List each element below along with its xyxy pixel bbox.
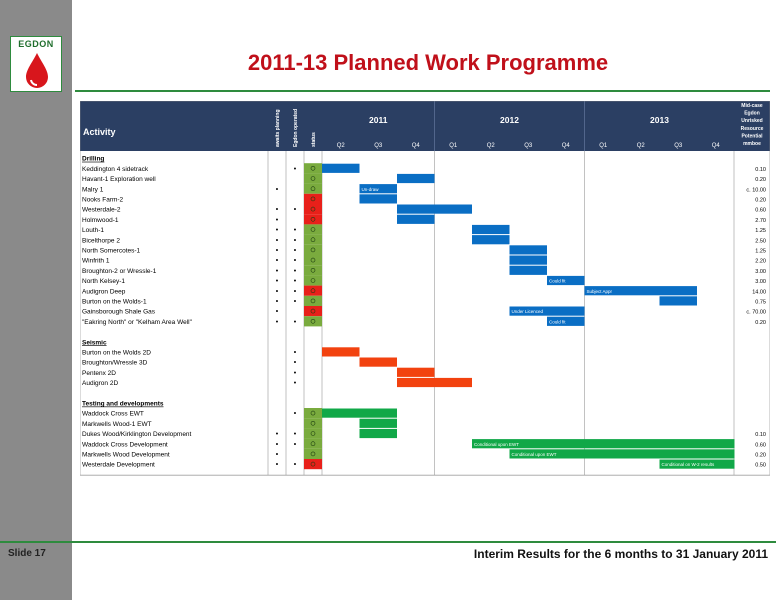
status-cell [304, 204, 322, 214]
gantt-bar [322, 164, 360, 173]
resource-value: c. 10.00 [746, 187, 766, 194]
quarter-label: Q4 [561, 143, 570, 149]
operated-mark: • [293, 441, 297, 449]
status-cell [304, 316, 322, 326]
egdon-logo [10, 36, 62, 92]
gantt-bar [322, 409, 397, 418]
status-cell [304, 418, 322, 428]
status-cell [304, 245, 322, 255]
operated-mark: • [293, 165, 297, 173]
activity-name: Burton on the Wolds-1 [82, 298, 147, 306]
planning-mark: • [275, 247, 279, 255]
section-title: Drilling [82, 155, 105, 163]
operated-mark: • [293, 247, 297, 255]
resource-value: 0.10 [755, 166, 766, 173]
planning-mark: • [275, 451, 279, 459]
resource-value: 2.50 [755, 238, 766, 245]
resource-value: 2.70 [755, 217, 766, 224]
gantt-bar [510, 256, 548, 265]
operated-mark: • [293, 288, 297, 296]
section-title: Testing and developments [82, 400, 164, 408]
resource-value: 1.25 [755, 248, 766, 255]
activity-name: North Somercotes-1 [82, 247, 141, 255]
resource-value: 0.60 [755, 207, 766, 214]
header-planning: awaits planning [275, 109, 281, 147]
resource-value: 0.20 [755, 177, 766, 184]
quarter-label: Q1 [599, 143, 608, 149]
header-activity: Activity [83, 127, 116, 137]
header-resource: Resource [740, 125, 764, 132]
activity-name: Waddock Cross Development [82, 441, 168, 449]
gantt-bar [397, 368, 435, 377]
header-resource: Mid-case [741, 103, 763, 109]
planning-mark: • [275, 308, 279, 316]
activity-name: Gainsborough Shale Gas [82, 308, 155, 316]
gantt-bar [322, 347, 360, 356]
activity-name: Nooks Farm-2 [82, 196, 124, 204]
gantt-bar [360, 419, 398, 428]
gantt-bar [360, 358, 398, 367]
status-cell [304, 184, 322, 194]
status-cell [304, 255, 322, 265]
gantt-chart [80, 101, 770, 489]
resource-value: 0.20 [755, 197, 766, 204]
planning-mark: • [275, 461, 279, 469]
bar-label: Subject Appr [586, 288, 613, 294]
bar-label: Conditional on W-2 results [661, 462, 715, 468]
planning-mark: • [275, 186, 279, 194]
activity-name: Westerdale Development [82, 461, 155, 469]
resource-value: 0.10 [755, 432, 766, 439]
activity-name: Pentenx 2D [82, 369, 116, 377]
status-cell [304, 408, 322, 418]
header-resource: Egdon [744, 110, 760, 117]
quarter-label: Q2 [336, 143, 345, 149]
status-cell [304, 439, 322, 449]
operated-mark: • [293, 369, 297, 377]
header-resource: mmboe [743, 141, 761, 147]
status-cell [304, 224, 322, 234]
activity-name: Dukes Wood/Kirklington Development [82, 431, 192, 439]
activity-name: Holmwood-1 [82, 216, 119, 224]
status-cell [304, 235, 322, 245]
quarter-label: Q3 [524, 143, 533, 149]
logo-text: EGDON [18, 39, 54, 49]
section-title: Seismic [82, 339, 107, 347]
activity-name: Audigron 2D [82, 380, 119, 388]
gantt-bar [397, 215, 435, 224]
activity-name: Winfrith 1 [82, 257, 110, 265]
planning-mark: • [275, 257, 279, 265]
planning-mark: • [275, 267, 279, 275]
operated-mark: • [293, 257, 297, 265]
status-cell [304, 214, 322, 224]
bar-label: Could fit [549, 278, 566, 284]
gantt-bar [397, 205, 472, 214]
planning-mark: • [275, 227, 279, 235]
operated-mark: • [293, 431, 297, 439]
planning-mark: • [275, 237, 279, 245]
gantt-bar [360, 429, 398, 438]
gantt-bar [660, 296, 698, 305]
operated-mark: • [293, 237, 297, 245]
status-cell [304, 194, 322, 204]
activity-name: North Kelsey-1 [82, 278, 125, 286]
operated-mark: • [293, 278, 297, 286]
year-label: 2011 [369, 115, 388, 125]
status-cell [304, 265, 322, 275]
resource-value: 0.75 [755, 299, 766, 306]
activity-name: Broughton/Wressle 3D [82, 359, 148, 367]
quarter-label: Q4 [711, 143, 720, 149]
operated-mark: • [293, 349, 297, 357]
footer-divider [0, 541, 776, 543]
resource-value: 3.00 [755, 268, 766, 275]
bar-label: Could fit [549, 319, 566, 325]
status-cell [304, 306, 322, 316]
activity-name: Waddock Cross EWT [82, 410, 144, 418]
operated-mark: • [293, 359, 297, 367]
gantt-bar [510, 266, 548, 275]
status-cell [304, 449, 322, 459]
activity-name: Westerdale-2 [82, 206, 121, 214]
operated-mark: • [293, 206, 297, 214]
activity-name: Broughton-2 or Wressle-1 [82, 267, 157, 275]
gantt-bar [472, 225, 510, 234]
status-cell [304, 459, 322, 469]
quarter-label: Q3 [374, 143, 383, 149]
operated-mark: • [293, 267, 297, 275]
gantt-bar [360, 194, 398, 203]
status-cell [304, 173, 322, 183]
status-cell [304, 275, 322, 285]
activity-name: Havant-1 Exploration well [82, 176, 156, 184]
resource-value: 3.00 [755, 279, 766, 286]
oil-drop-icon [23, 51, 51, 89]
year-label: 2012 [500, 115, 519, 125]
gantt-bar [397, 378, 472, 387]
operated-mark: • [293, 318, 297, 326]
status-cell [304, 286, 322, 296]
operated-mark: • [293, 410, 297, 418]
planning-mark: • [275, 431, 279, 439]
gantt-bar [510, 245, 548, 254]
activity-name: Burton on the Wolds 2D [82, 349, 151, 357]
operated-mark: • [293, 227, 297, 235]
quarter-label: Q3 [674, 143, 683, 149]
quarter-label: Q4 [411, 143, 420, 149]
planning-mark: • [275, 318, 279, 326]
quarter-label: Q1 [449, 143, 458, 149]
sidebar [0, 0, 72, 600]
status-cell [304, 428, 322, 438]
resource-value: 0.50 [755, 462, 766, 469]
bar-label: Conditional upon EWT [474, 441, 520, 447]
activity-name: Markwells Wood-1 EWT [82, 420, 152, 428]
header-resource: Potential [741, 133, 763, 140]
status-cell [304, 296, 322, 306]
header-resource: Unrisked [741, 118, 763, 125]
resource-value: 2.20 [755, 258, 766, 265]
quarter-label: Q2 [636, 143, 645, 149]
operated-mark: • [293, 298, 297, 306]
year-label: 2013 [650, 115, 669, 125]
title-divider [75, 90, 770, 92]
activity-name: Markwells Wood Development [82, 451, 170, 459]
bar-label: Under Licenced [511, 309, 544, 315]
planning-mark: • [275, 206, 279, 214]
planning-mark: • [275, 441, 279, 449]
operated-mark: • [293, 380, 297, 388]
gantt-bar [397, 174, 435, 183]
resource-value: 1.25 [755, 228, 766, 235]
resource-value: c. 70.00 [746, 309, 766, 316]
planning-mark: • [275, 216, 279, 224]
gantt-bar [472, 235, 510, 244]
planning-mark: • [275, 278, 279, 286]
status-cell [304, 163, 322, 173]
activity-name: "Eakring North" or "Kelham Area Well" [82, 318, 192, 326]
activity-name: Louth-1 [82, 227, 105, 235]
resource-value: 0.20 [755, 319, 766, 326]
planning-mark: • [275, 288, 279, 296]
bar-label: Un-draw [361, 186, 379, 192]
operated-mark: • [293, 461, 297, 469]
slide-number: Slide 17 [8, 548, 46, 559]
activity-name: Malry 1 [82, 186, 104, 194]
resource-value: 0.20 [755, 452, 766, 459]
header-status: status [311, 132, 317, 147]
resource-value: 14.00 [752, 289, 766, 296]
page-title: 2011-13 Planned Work Programme [247, 50, 609, 75]
resource-value: 0.60 [755, 442, 766, 449]
header-operated: Egdon operated [293, 108, 299, 147]
activity-name: Bicelthorpe 2 [82, 237, 120, 245]
activity-name: Keddington 4 sidetrack [82, 165, 149, 173]
bar-label: Conditional upon EWT [511, 452, 557, 457]
activity-name: Audigron Deep [82, 288, 126, 296]
quarter-label: Q2 [486, 143, 495, 149]
footer-caption: Interim Results for the 6 months to 31 January 2011 [473, 547, 768, 561]
planning-mark: • [275, 298, 279, 306]
table-header [80, 101, 770, 151]
